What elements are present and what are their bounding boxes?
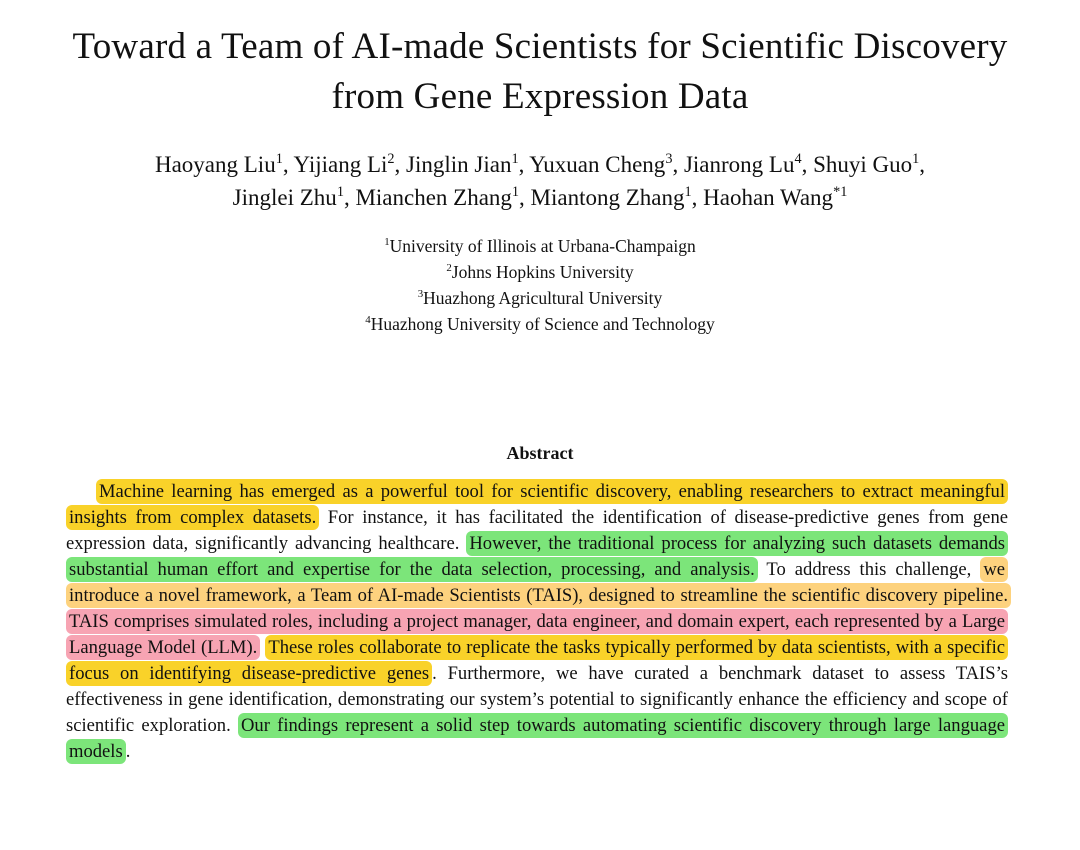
author: Yuxuan Cheng$^3$,	[529, 150, 679, 177]
title-line-1: Toward a Team of AI-made Scientists for Scientific Discovery	[72, 26, 1008, 67]
highlight-green: Our findings represent a solid step towards automating scientific discovery through large language models	[66, 713, 1008, 764]
author: Jinglei Zhu$^1$,	[232, 183, 350, 210]
highlight-green: However, the traditional process for analyzing such datasets demands substantial human effort and expertise for the data selection, processing, and analysis.	[66, 531, 1008, 582]
paper-title	[0, 22, 1080, 122]
highlight-orange: we introduce a novel framework, a Team of AI-made Scientists (TAIS), designed to streamline the scientific discovery pipeline.	[66, 557, 1011, 608]
abstract-heading: Abstract	[506, 443, 574, 463]
affiliation: $^2$Johns Hopkins University	[446, 261, 634, 282]
highlight-pink: TAIS comprises simulated roles, including a project manager, data engineer, and domain expert, each represented by a Large Language Model (LLM).	[66, 609, 1008, 660]
author: Shuyi Guo$^1$,	[813, 150, 925, 177]
affiliation-list	[0, 233, 1080, 337]
abstract-text: For instance, it has facilitated the identification of disease-predictive genes from gene expression data, significantly advancing healthcare.	[66, 507, 1008, 554]
author: Miantong Zhang$^1$,	[530, 183, 698, 210]
author: Mianchen Zhang$^1$,	[355, 183, 525, 210]
affiliation: $^4$Huazhong University of Science and Technology	[365, 313, 715, 334]
title-line-2: from Gene Expression Data	[331, 76, 749, 117]
highlight-yellow: Machine learning has emerged as a powerful tool for scientific discovery, enabling researchers to extract meaningful insights from complex datasets.	[66, 479, 1008, 530]
abstract-body	[66, 479, 1008, 765]
abstract-text: To address this challenge,	[757, 559, 981, 580]
author: Jianrong Lu$^4$,	[683, 150, 808, 177]
abstract-text: . Furthermore, we have curated a benchmark dataset to assess TAIS’s effectiveness in gene identification, demonstrating our system’s potential to significantly enhance the efficiency and scope of scientific exploration.	[66, 663, 1008, 736]
author-list	[0, 148, 1080, 214]
author: Haoyang Liu$^1$,	[154, 150, 289, 177]
affiliation: $^1$University of Illinois at Urbana-Champaign	[384, 235, 696, 256]
author: Jinglin Jian$^1$,	[406, 150, 525, 177]
highlight-yellow: These roles collaborate to replicate the tasks typically performed by data scientists, with a specific focus on identifying disease-predictive genes	[66, 635, 1008, 686]
affiliation: $^3$Huazhong Agricultural University	[417, 287, 663, 308]
author: Yijiang Li$^2$,	[293, 150, 401, 177]
author: Haohan Wang$^{*1}$	[703, 183, 848, 210]
abstract-text: .	[125, 741, 131, 762]
